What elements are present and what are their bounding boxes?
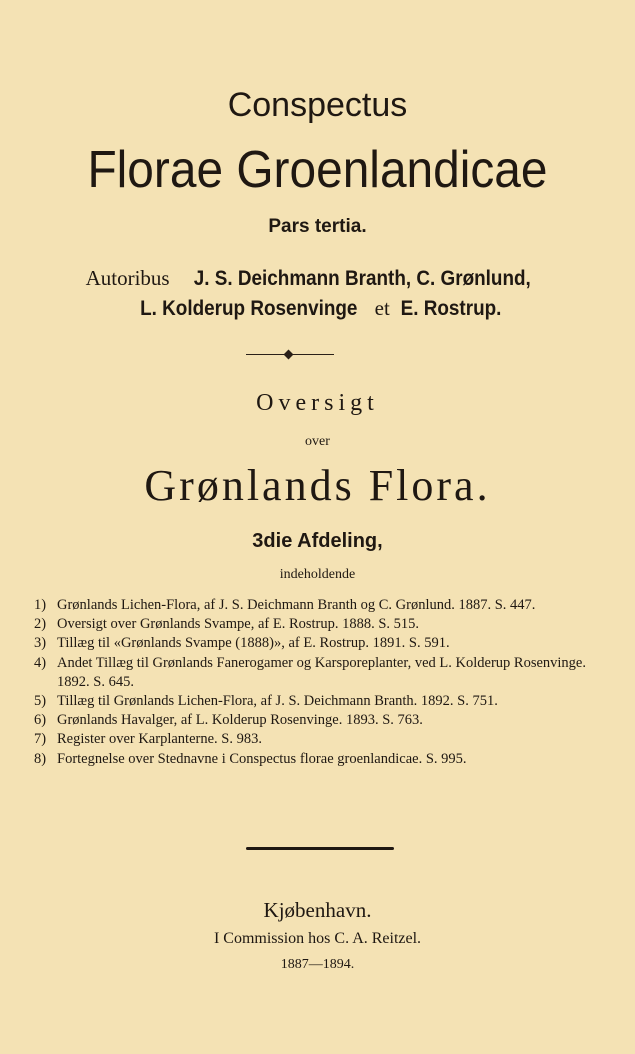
contents-item — [34, 730, 594, 749]
contents-item-number: 5) — [34, 693, 47, 710]
contents-item-number: 4) — [34, 654, 47, 671]
title-conspectus: Conspectus — [227, 86, 408, 124]
over-word: over — [305, 434, 330, 449]
authors-names-1: J. S. Deichmann Branth, C. Grønlund, — [193, 267, 531, 290]
authors-et: et — [374, 296, 390, 320]
contents-list — [34, 596, 594, 769]
contents-item — [34, 596, 594, 615]
authors-line-1 — [0, 266, 635, 291]
contents-item-text: Andet Tillæg til Grønlands Fanerogamer og Karsporeplanter, ved L. Kolderup Rosenvinge. 1892. S. 645. — [57, 654, 586, 690]
bottom-rule — [246, 847, 394, 850]
contents-item — [34, 654, 594, 692]
contents-item-number: 3) — [34, 635, 47, 652]
oversigt-heading: Oversigt — [256, 390, 379, 416]
contents-item — [34, 615, 594, 634]
indeholdende-label: indeholdende — [279, 567, 356, 582]
title-florae-groenlandicae: Florae Groenlandicae — [87, 141, 548, 199]
contents-item-number: 8) — [34, 750, 47, 767]
authors-name-rosenvinge: L. Kolderup Rosenvinge — [139, 297, 358, 320]
contents-item-text: Oversigt over Grønlands Svampe, af E. Rostrup. 1888. S. 515. — [57, 616, 420, 633]
contents-item — [34, 750, 594, 769]
authors-prefix: Autoribus — [85, 266, 170, 290]
contents-item-text: Register over Karplanterne. S. 983. — [57, 731, 262, 748]
afdeling-heading: 3die Afdeling, — [252, 530, 383, 552]
contents-item-number: 2) — [34, 616, 47, 633]
main-title-gronlands-flora: Grønlands Flora. — [144, 461, 491, 510]
contents-item-number: 1) — [34, 597, 47, 613]
authors-line-2 — [0, 296, 635, 321]
contents-item-text: Tillæg til Grønlands Lichen-Flora, af J. S. Deichmann Branth. 1892. S. 751. — [57, 693, 498, 710]
contents-item — [34, 692, 594, 711]
contents-item-text: Grønlands Lichen-Flora, af J. S. Deichmann Branth og C. Grønlund. 1887. S. 447. — [57, 597, 536, 613]
contents-item — [34, 711, 594, 730]
contents-item-number: 7) — [34, 731, 47, 748]
place-kjobenhavn: Kjøbenhavn. — [263, 898, 372, 922]
contents-item-text: Fortegnelse over Stednavne i Conspectus florae groenlandicae. S. 995. — [57, 750, 467, 767]
divider-diamond-ornament — [284, 350, 294, 360]
publication-years: 1887—1894. — [280, 957, 355, 972]
contents-item — [34, 634, 594, 653]
publisher-line: I Commission hos C. A. Reitzel. — [213, 930, 422, 947]
contents-item-text: Grønlands Havalger, af L. Kolderup Rosenvinge. 1893. S. 763. — [57, 712, 423, 729]
contents-item-number: 6) — [34, 712, 47, 729]
pars-tertia: Pars tertia. — [268, 216, 367, 237]
authors-name-rostrup: E. Rostrup. — [400, 297, 502, 320]
contents-item-text: Tillæg til «Grønlands Svampe (1888)», af E. Rostrup. 1891. S. 591. — [57, 635, 450, 652]
